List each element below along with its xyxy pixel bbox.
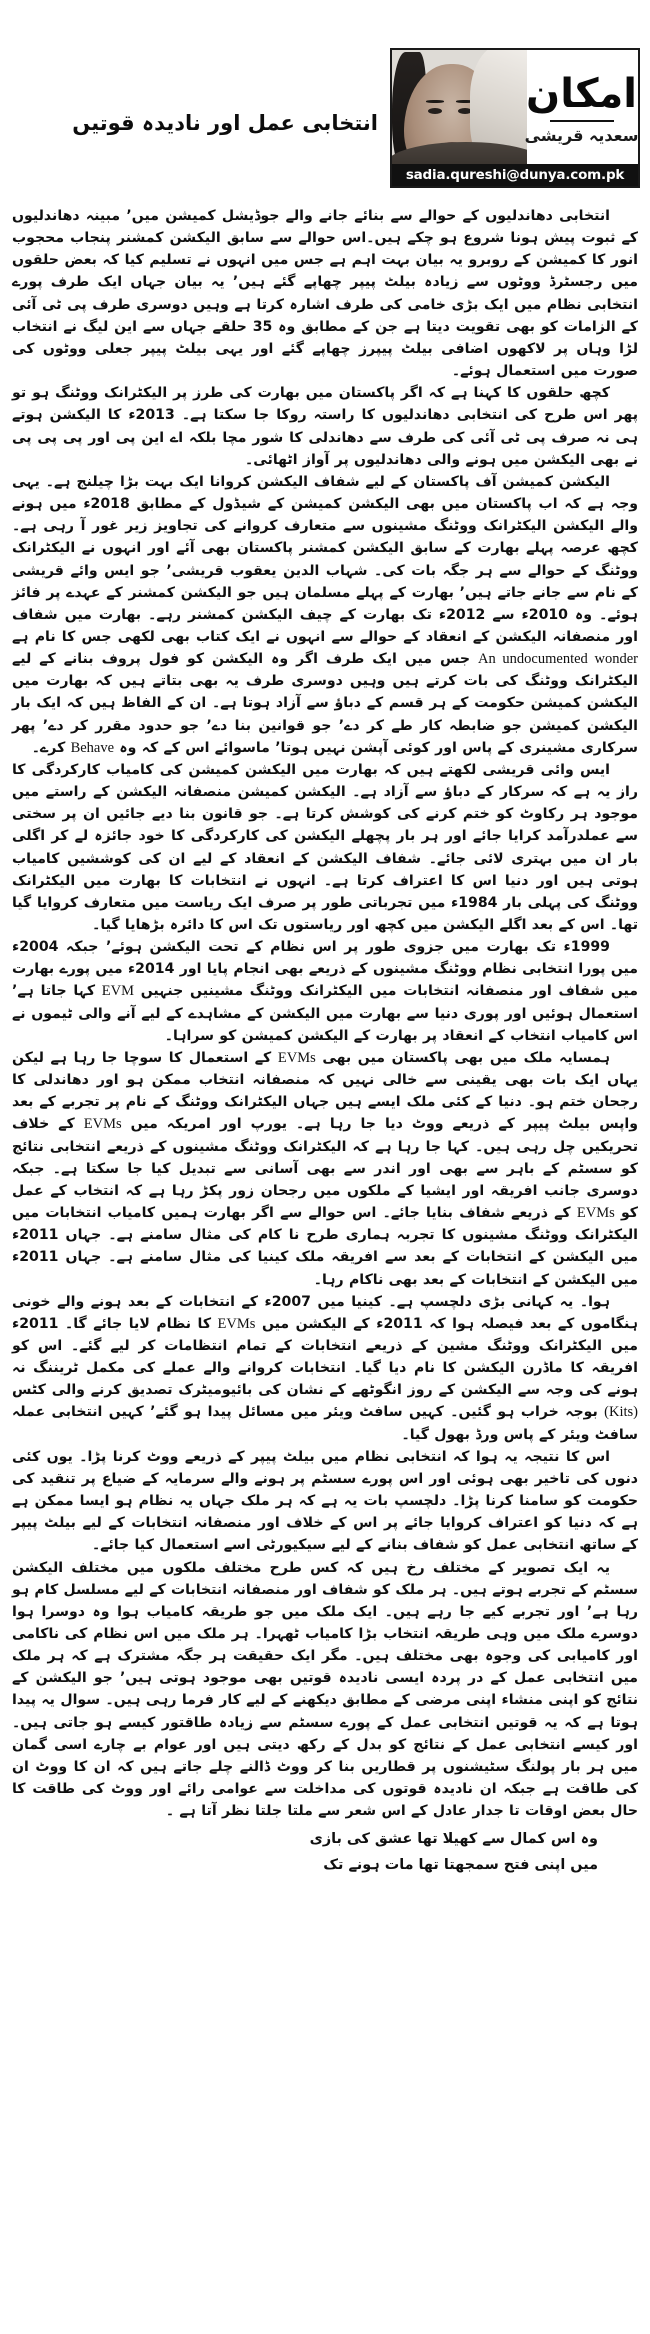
- article-paragraph: اس کا نتیجہ یہ ہوا کہ انتخابی نظام میں بیلٹ پیپر کے ذریعے ووٹ کرنا پڑا۔ یوں کئی دنوں کی تاخیر بھی ہوئی اور اس پورے سسٹم پر ہونے والے سرمایہ کے ضیاع پر تنقید کی حکومت کو سامنا کرنا پڑا۔ دلچسپ بات یہ ہے کہ ہر ملک جہاں یہ نظام ہو ایسا ممکن ہے ہے کہ دنیا کو اعتراف کروایا جائے پر اس کے خلاف اور منصفانہ انتخابات کے لیے بیلٹ پیپر کے ساتھ انتخابی عمل کو شفاف بنانے کے لیے سیکیورٹی اسے استعمال کیا جائے۔: [12, 1448, 638, 1554]
- latin-term: EVMs: [277, 1049, 316, 1066]
- latin-term: An undocumented wonder: [478, 651, 638, 668]
- author-name: سعدیہ قریشی: [524, 126, 639, 145]
- latin-term: EVMs: [83, 1116, 122, 1133]
- latin-term: Behave: [70, 739, 115, 756]
- article-masthead: [0, 0, 650, 200]
- article-paragraph: کچھ حلقوں کا کہنا ہے کہ اگر پاکستان میں بھارت کی طرز پر الیکٹرانک ووٹنگ ہو تو پھر اس طرح کی انتخابی دھاندلیوں کا راستہ روکا جا سکتا ہے۔ 2013ء کا الیکشن ہوتے ہی نہ صرف پی ٹی آئی کی طرف سے دھاندلی کا شور مچا بلکہ اے این پی اور پی پی پی نے بھی الیکشن میں ہونے والی دھاندلیوں پر آواز اٹھائی۔: [12, 385, 639, 468]
- latin-term: EVMs: [217, 1315, 256, 1332]
- closing-couplet: [12, 1826, 638, 1878]
- column-name: امکان: [526, 71, 637, 117]
- couplet-line: میں اپنی فتح سمجھتا تھا مات ہونے تک: [323, 1857, 598, 1874]
- page-title: انتخابی عمل اور نادیدہ قوتیں: [72, 111, 378, 135]
- latin-term: EVM: [101, 983, 135, 1000]
- article-paragraph: انتخابی دھاندلیوں کے حوالے سے بنائے جانے والے جوڈیشل کمیشن میں’ مبینہ دھاندلیوں کے ثبوت پیش ہونا شروع ہو چکے ہیں۔اس حوالے سے سابق الیکشن کمشنر پنجاب محجوب انور کا کمیشن کے روبرو یہ بیان بہت اہم ہے جس میں انہوں نے تسلیم کیا کہ بعض حلقوں میں رجسٹرڈ ووٹوں سے زیادہ بیلٹ پیپر چھاپے گئے ہیں’ یہ بیان جہاں ایک طرف پورے انتخابی نظام میں ایک بڑی خامی کی طرف اشارہ کرتا ہے وہیں دوسری طرف پی ٹی آئی کے الزامات کو بھی تقویت دیتا ہے جن کے مطابق وہ 35 حلقے جہاں سے این لیگ نے انتخاب لڑا وہاں پر لاکھوں اضافی بیلٹ پیپرز چھاپے گئے اور یہی بیلٹ پیپر جعلی ووٹوں کی صورت میں استعمال ہوئے۔: [12, 208, 638, 380]
- article-body: [12, 205, 638, 1878]
- couplet-line: وہ اس کمال سے کھیلا تھا عشق کی بازی: [309, 1831, 598, 1848]
- author-photo: [392, 50, 527, 168]
- photo-brow-left: [426, 100, 444, 103]
- author-email[interactable]: sadia.qureshi@dunya.com.pk: [392, 164, 638, 186]
- article-paragraph: ہوا۔ یہ کہانی بڑی دلچسپ ہے۔ کینیا میں 2007ء کے انتخابات کے بعد ہونے والے خونی ہنگاموں کے بعد فیصلہ ہوا کہ 2011ء کے الیکشن میں EVMs کا نظام لایا جائے گا۔ 2011ء میں الیکٹرانک ووٹنگ مشین کے ذریعے انتخابات کے تمام انتظامات کر لیے گئے۔ اس کو افریقہ کا ماڈرن الیکشن کا نام دیا گیا۔ انتخابات کروانے والے عملے کی مکمل ٹریننگ نہ ہونے کی وجہ سے الیکشن کے روز انگوٹھے کے نشان کی بائیومیٹرک تصدیق کرنے والی کٹس (Kits) بوجہ خراب ہو گئیں۔ کہیں سافٹ ویئر میں مسائل پیدا ہو گئے’ کہیں انتخابی عملہ سافٹ ویئر کے پاس ورڈ بھول گیا۔: [12, 1293, 638, 1443]
- article-paragraph: الیکشن کمیشن آف پاکستان کے لیے شفاف الیکشن کروانا ایک بہت بڑا چیلنج ہے۔ یہی وجہ ہے کہ اب پاکستان میں بھی الیکشن کمیشن کے شیڈول کے مطابق 2018ء میں ہونے والے الیکشن الیکٹرانک ووٹنگ مشینوں سے متعارف کروانے کی تجاویز زیر غور آ رہی ہے۔ کچھ عرصہ پہلے بھارت کے سابق الیکشن کمشنر پاکستان بھی آئے اور انہوں نے الیکٹرانک ووٹنگ کے حوالے سے ہر جگہ بات کی۔ شہاب الدین یعقوب قریشی’ جو ایس وائے قریشی کے نام سے جانے جاتے ہیں’ بھارت کے پہلے مسلمان ہیں جو الیکشن کمشنر کے عہدے پر فائز ہوئے۔ وہ 2010ء سے 2012ء تک بھارت کے چیف الیکشن کمشنر رہے۔ بھارت میں شفاف اور منصفانہ الیکشن کے انعقاد کے حوالے سے انہوں نے ایک کتاب بھی لکھی جس کا نام ہے An undocumented wonder جس میں ایک طرف اگر وہ الیکشن کو فول پروف بنانے کے لیے الیکٹرانک ووٹنگ کی بات کرتے ہیں وہیں دوسری طرف یہ بھی بتاتے ہیں کہ بھارت میں الیکشن کمیشن حکومت کے ہر قسم کے دباؤ سے آزاد ہوتا ہے۔ ان کے الفاظ ہیں کہ ایک بار الیکشن کمیشن جو ضابطہ کار طے کر دے’ جو قوانین بنا دے’ جو حدود مقرر کر دے’ پھر سرکاری مشینری کے پاس اور کوئی آپشن نہیں ہوتا’ ماسوائے اس کے کہ وہ Behave کرے۔: [12, 473, 638, 756]
- article-paragraph: 1999ء تک بھارت میں جزوی طور پر اس نظام کے تحت الیکشن ہوئے’ جبکہ 2004ء میں پورا انتخابی نظام ووٹنگ مشینوں کے ذریعے بھی انجام پایا اور 2014ء میں پورے بھارت میں شفاف اور منصفانہ انتخابات میں الیکٹرانک ووٹنگ مشینیں جنہیں EVM کہا جاتا ہے’ استعمال ہوئیں اور پوری دنیا سے بھارت میں الیکشن کے مشاہدے کے لیے آنے والی ٹیموں نے اس کامیاب انتخاب کے انعقاد پر بھارت کے الیکشن کمیشن کو سراہا۔: [12, 939, 638, 1044]
- column-brand-box: [390, 48, 640, 188]
- column-brand-text: [525, 50, 638, 168]
- latin-term: EVMs: [576, 1205, 615, 1222]
- photo-eye-left: [428, 108, 442, 114]
- latin-term: (Kits): [604, 1404, 638, 1421]
- article-paragraph: ایس وائی قریشی لکھتے ہیں کہ بھارت میں الیکشن کمیشن کی کامیاب کارکردگی کا راز یہ ہے کہ سرکار کے دباؤ سے آزاد ہے۔ الیکشن کمیشن منصفانہ الیکشن کے راستے میں موجود ہر رکاوٹ کو ختم کرنے کی کوشش کرتا ہے۔ جو قانون بنا دیے جائیں ان پر سختی سے عملدرآمد کرایا جائے اور ہر بار پچھلے الیکشن کی کارکردگی کا خود جائزہ لے کر اگلی بار ان میں بہتری لائی جائے۔ شفاف الیکشن کے انعقاد کے لیے ان کی کوششیں کامیاب ہوتی ہیں اور دنیا اس کا اعتراف کرتا ہے۔ انہوں نے انتخابات کا بھارت میں الیکٹرانک ووٹنگ کی پہلی بار 1984ء میں تجرباتی طور پر صرف ایک ریاست میں متعارف کروایا گیا تھا۔ اس کے بعد اگلے الیکشن میں کچھ اور ریاستوں تک اس کا دائرہ بڑھایا گیا۔: [12, 761, 638, 933]
- article-paragraph: یہ ایک تصویر کے مختلف رخ ہیں کہ کس طرح مختلف ملکوں میں مختلف الیکشن سسٹم کے تجربے ہوتے ہیں۔ ہر ملک کو شفاف اور منصفانہ انتخابات کے لیے مسلسل کام ہو رہا ہے’ اور تجربے کیے جا رہے ہیں۔ ایک ملک میں جو طریقہ کامیاب ہوا وہ دوسرا ہوا دوسرے ملک میں وہی طریقہ انتخاب بڑا کامیاب ٹھہرا۔ ہر ملک میں اس نظام کی ناکامی اور کامیابی کی وجوہ بھی مختلف ہیں۔ مگر ایک حقیقت ہر جگہ مشترک ہے کہ ہر ملک میں انتخابی عمل کے در پردہ ایسی نادیدہ قوتیں بھی موجود ہوتی ہیں’ جو الیکشن کے نتائج کو اپنی منشاء اپنی مرضی کے مطابق دیکھنے کے لیے کار فرما رہی ہیں۔ سوال یہ پیدا ہوتا ہے کہ یہ قوتیں انتخابی عمل کے پورے سسٹم سے زیادہ طاقتور کیسے ہو جاتی ہیں۔ اور کیسے انتخابی عمل کے نتائج کو بدل کے رکھ دیتی ہیں اور عوام بے چارے اسی گمان میں ہر بار پولنگ سٹیشنوں پر قطاریں بنا کر ووٹ ڈالنے چلے جاتے ہیں کہ ان کا ووٹ ان کی طاقت ہے جبکہ ان نادیدہ قوتوں کی مداخلت سے عوامی رائے اور ووٹ کی طاقت کا حال بعض اوقات تا جدار عادل کے اس شعر سے ملتا جلتا نظر آتا ہے ۔: [12, 1559, 638, 1820]
- brand-divider: [550, 120, 614, 122]
- article-paragraph: ہمسایہ ملک میں بھی پاکستان میں بھی EVMs کے استعمال کا سوچا جا رہا ہے لیکن یہاں ایک بات بھی یقینی سے خالی نہیں کہ منصفانہ انتخاب ممکن ہو اور دھاندلی کا رجحان ختم ہو۔ دنیا کے کئی ملک ایسے ہیں جہاں الیکٹرانک ووٹنگ کے نام پر تجربے کے بعد واپس بیلٹ پیپر کے ذریعے ووٹ دیا جا رہا ہے۔ یورپ اور امریکہ میں EVMs کے خلاف تحریکیں چل رہی ہیں۔ کہا جا رہا ہے کہ الیکٹرانک ووٹنگ مشینوں کے ذریعے انتخابی نتائج کو سسٹم کے باہر سے بھی اور اندر سے بھی آسانی سے تبدیل کیا جا سکتا ہے۔ جبکہ دوسری جانب افریقہ اور ایشیا کے ملکوں میں رجحان زور پکڑ رہا ہے کہ انتخاب کے عمل کو EVMs کے ذریعے شفاف بنایا جائے۔ اس حوالے سے اگر بھارت ہمیں کامیاب انتخابات میں الیکٹرانک ووٹنگ مشینوں کا تجربہ ہماری طرح نا کام کی مثال سامنے ہے۔ جہاں 2011ء میں الیکشن کے انتخابات کے بعد سے افریقہ ملک کینیا کی مثال سامنے ہے۔ جہاں 2011ء میں الیکشن کے انتخابات کے بعد بھی ناکام رہا۔: [12, 1049, 638, 1288]
